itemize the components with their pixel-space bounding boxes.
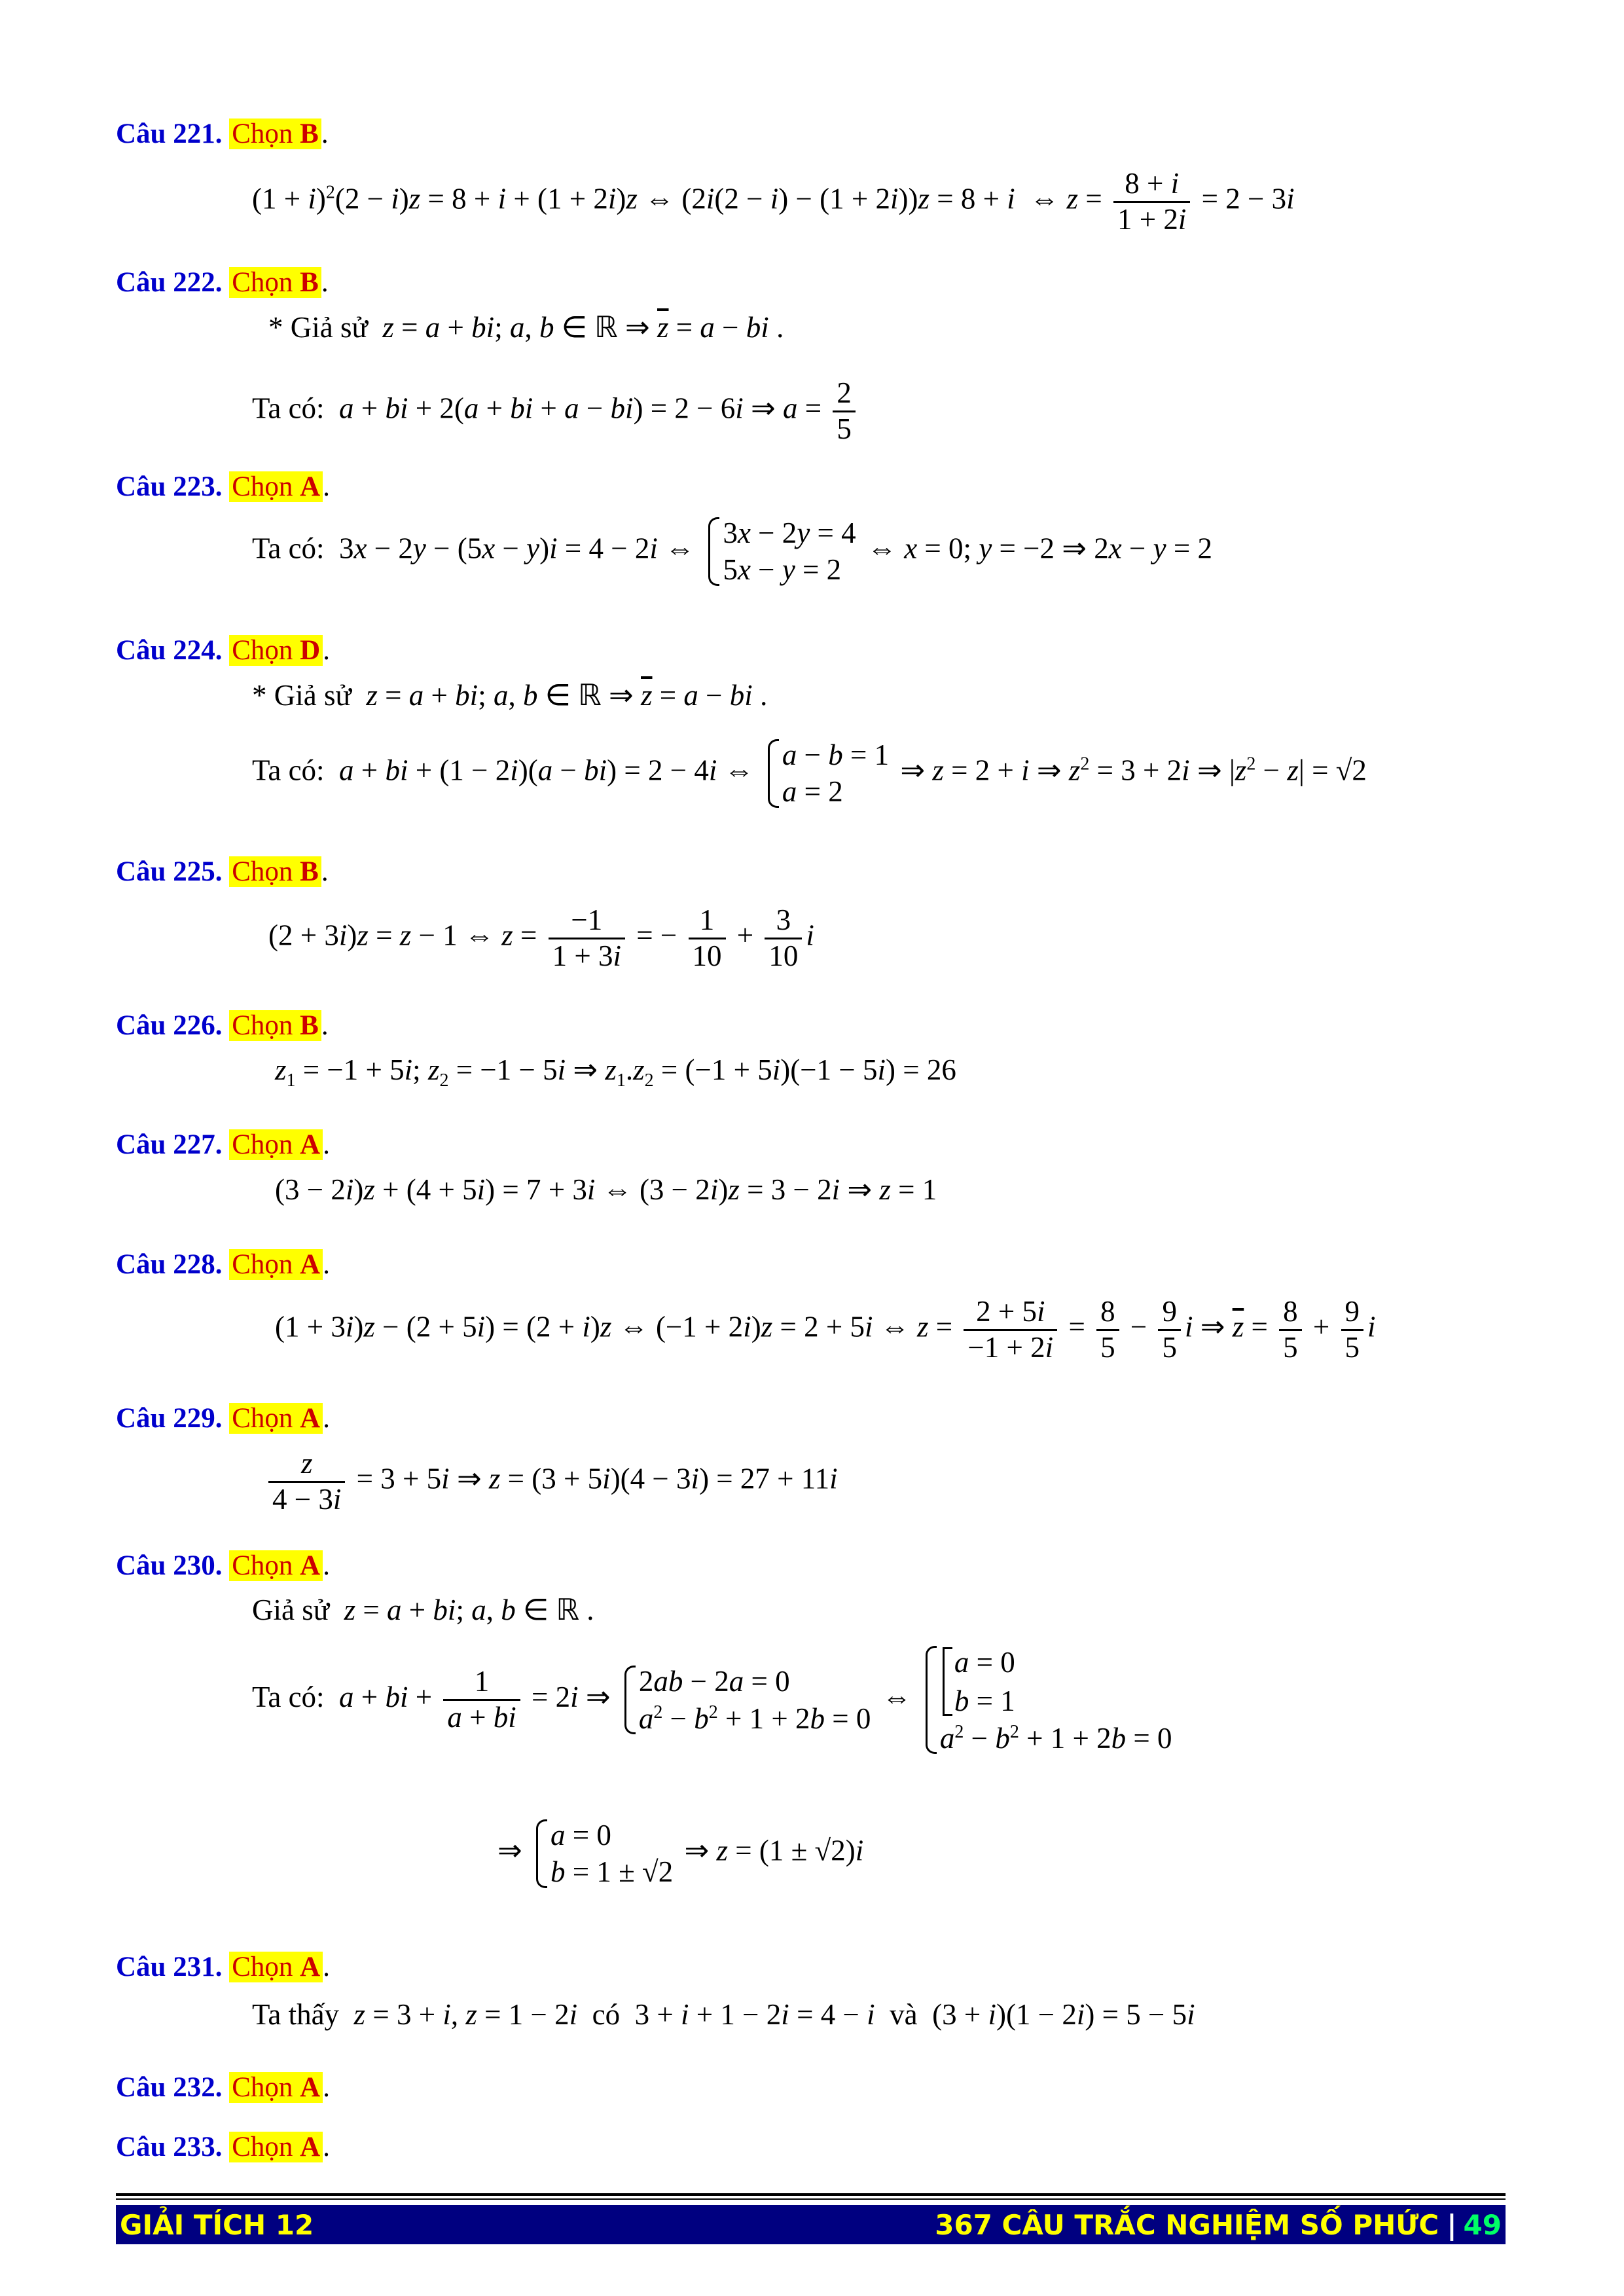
solution-228-line: (1 + 3i)z − (2 + 5i) = (2 + i)z ⇔ (−1 + 2i)z = 2 + 5i ⇔ z = $\frac{2 + 5i}{-1 + 2i}$ = $\frac{8}{5}$ − $\frac{9}{5}$ i ⇒ $\overline{z}$ = $\frac{8}{5}$ + $\frac{9}{5}$ i [275,1295,1376,1364]
choose-label: Chọn [232,471,293,502]
choose-label: Chọn [232,1129,293,1160]
answer-highlight [229,1010,321,1041]
question-number: Câu 226. [116,1010,223,1041]
choose-label: Chọn [232,267,293,298]
choose-label: Chọn [232,856,293,887]
question-number: Câu 230. [116,1550,223,1581]
ta-co-text: Ta có: [252,532,325,565]
solution-231-line: Ta thấy z = 3 + i, z = 1 − 2i có 3 + i + 1 − 2i = 4 − i và (3 + i)(1 − 2i) = 5 − 5i [252,1998,1195,2031]
answer-highlight [229,1952,323,1982]
question-number: Câu 233. [116,2132,223,2162]
answer-highlight [229,856,321,887]
answer-233: Câu 233. Chọn A. [116,2132,330,2162]
answer-highlight [229,2072,323,2103]
answer-223: Câu 223. Chọn A. [116,471,330,502]
answer-226: Câu 226. Chọn B. [116,1010,329,1041]
footer-title: 367 CÂU TRẮC NGHIỆM SỐ PHỨC [935,2208,1439,2241]
answer-letter: A [300,1403,321,1434]
solution-227-line: (3 − 2i)z + (4 + 5i) = 7 + 3i ⇔ (3 − 2i)z = 3 − 2i ⇒ z = 1 [275,1173,937,1206]
choose-label: Chọn [232,635,293,666]
assume-text: Giả sử [252,1594,330,1626]
ta-co-text: Ta có: [252,754,325,787]
co-text: có [592,1998,621,2031]
answer-highlight [229,118,321,149]
footer-rule-thin [116,2198,1506,2200]
ta-thay-text: Ta thấy [252,1998,340,2031]
answer-229: Câu 229. Chọn A. [116,1403,330,1434]
question-number: Câu 227. [116,1129,223,1160]
page-number: 49 [1463,2208,1502,2241]
question-number: Câu 223. [116,471,223,502]
answer-highlight [229,1550,323,1581]
answer-letter: A [300,471,321,502]
choose-label: Chọn [232,1952,293,1982]
page-footer [116,2205,1506,2244]
answer-221: Câu 221. Chọn B. [116,118,329,149]
choose-label: Chọn [232,2132,293,2162]
solution-224-line-2: Ta có: a + bi + (1 − 2i)(a − bi) = 2 − 4i ⇔ a − b = 1 a = 2 ⇒ z = 2 + i ⇒ $z^2 = 3 + 2i$ ⇒ $|z^2 - z| = √2$ [252,737,1367,811]
answer-highlight [229,267,321,298]
question-number: Câu 221. [116,118,223,149]
answer-230: Câu 230. Chọn A. [116,1550,330,1581]
question-number: Câu 228. [116,1249,223,1280]
answer-letter: A [300,2132,321,2162]
choose-label: Chọn [232,1010,293,1041]
question-number: Câu 225. [116,856,223,887]
solution-223-line: Ta có: 3x − 2y − (5x − y)i = 4 − 2i ⇔ 3x − 2y = 4 5x − y = 2 ⇔ x = 0; y = −2 ⇒ 2x − y = 2 [252,515,1212,589]
solution-221-line: $(1 + i)^2(2 - i)z = 8 + i + (1 + 2i)z$ ⇔ (2i(2 − i) − (1 + 2i))z = 8 + i ⇔ z = $\frac{8 + i}{1 + 2i}$ = 2 − 3i [252,167,1295,236]
answer-letter: A [300,2072,321,2103]
solution-225-line: (2 + 3i)z = z − 1 ⇔ z = $\frac{-1}{1 + 3i}$ = − $\frac{1}{10}$ + $\frac{3}{10}$ i [268,903,814,972]
question-number: Câu 231. [116,1952,223,1982]
choose-label: Chọn [232,1249,293,1280]
answer-letter: A [300,1952,321,1982]
choose-label: Chọn [232,2072,293,2103]
answer-letter: B [300,267,319,298]
answer-highlight [229,471,323,502]
question-number: Câu 224. [116,635,223,666]
answer-letter: A [300,1249,321,1280]
choose-label: Chọn [232,1550,293,1581]
solution-222-line-2: Ta có: a + bi + 2(a + bi + a − bi) = 2 − 6i ⇒ a = $\frac{2}{5}$ [252,376,859,446]
answer-highlight [229,1129,323,1160]
assume-text: * Giả sử [268,311,368,344]
answer-231: Câu 231. Chọn A. [116,1952,330,1982]
choose-label: Chọn [232,1403,293,1434]
answer-letter: A [300,1550,321,1581]
question-number: Câu 229. [116,1403,223,1434]
choose-label: Chọn [232,118,293,149]
answer-228: Câu 228. Chọn A. [116,1249,330,1280]
va-text: và [890,1998,918,2031]
answer-letter: B [300,856,319,887]
solution-222-line-1: * Giả sử z = a + bi; a, b ∈ ℝ ⇒ $\overline{z} = a$ − bi . [268,311,784,344]
answer-225: Câu 225. Chọn B. [116,856,329,887]
answer-highlight [229,635,323,666]
answer-letter: B [300,118,319,149]
answer-highlight [229,1249,323,1280]
footer-separator: | [1447,2208,1457,2241]
solution-230-line-3: ⇒ a = 0 b = 1 ± √2 ⇒ z = (1 ± √2)i [497,1817,863,1891]
answer-letter: B [300,1010,319,1041]
question-number: Câu 222. [116,267,223,298]
solution-224-line-1: * Giả sử z = a + bi; a, b ∈ ℝ ⇒ $\overline{z} = a$ − bi . [252,679,768,712]
answer-letter: A [300,1129,321,1160]
footer-rule [116,2193,1506,2196]
answer-224: Câu 224. Chọn D. [116,635,330,666]
solution-226-line: $z_1 = -1 + 5i$; $z_2 = -1 - 5i$ ⇒ $z_1.z_2 = (-1 + 5i)(-1 - 5i) = 26$ [275,1053,956,1091]
ta-co-text: Ta có: [252,1680,325,1713]
solution-229-line: $\frac{z}{4 - 3i}$ = 3 + 5i ⇒ z = (3 + 5i)(4 − 3i) = 27 + 11i [268,1447,838,1517]
answer-227: Câu 227. Chọn A. [116,1129,330,1160]
assume-text: * Giả sử [252,679,352,712]
question-number: Câu 232. [116,2072,223,2103]
answer-highlight [229,2132,323,2162]
ta-co-text: Ta có: [252,392,325,425]
solution-230-line-2: Ta có: a + bi + $\frac{1}{a + bi}$ = 2i ⇒ 2ab − 2a = 0 $a^2 - b^2 + 1 + 2b = 0$ ⇔ a = 0 b = 1 $a^2 - b^2 + 1 + 2b = 0$ [252,1643,1176,1757]
footer-subject: GIẢI TÍCH 12 [120,2208,314,2241]
answer-letter: D [300,635,321,666]
answer-222: Câu 222. Chọn B. [116,267,329,298]
solution-230-line-1: Giả sử z = a + bi; a, b ∈ ℝ . [252,1594,594,1626]
answer-232: Câu 232. Chọn A. [116,2072,330,2103]
answer-highlight [229,1403,323,1434]
